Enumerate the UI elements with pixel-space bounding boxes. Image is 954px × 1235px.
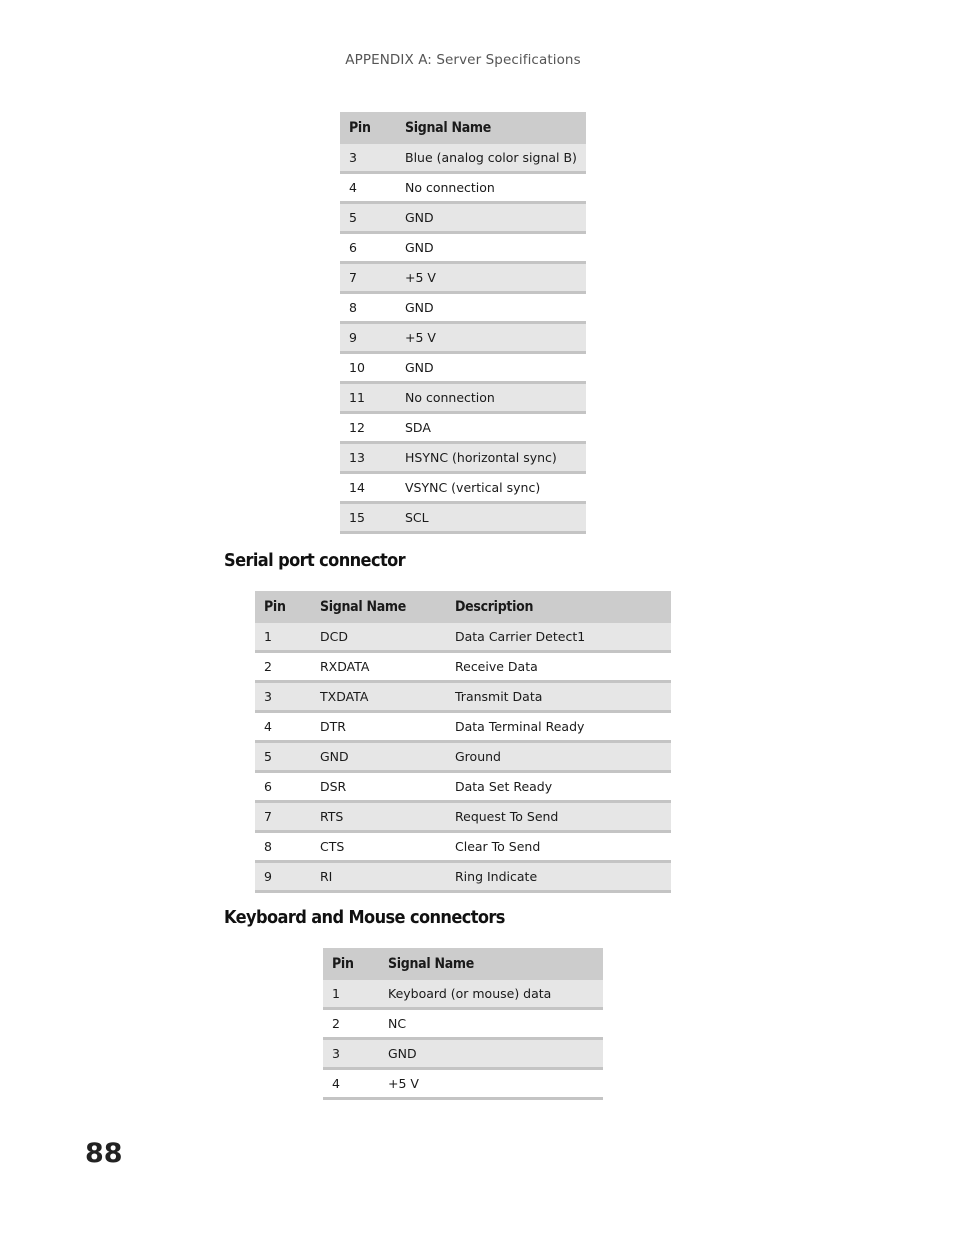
column-header: Pin [255,591,311,623]
table-cell: 13 [340,443,396,473]
table-cell: 12 [340,413,396,443]
column-header: Signal Name [379,948,603,980]
table-row [255,832,671,862]
table-cell: 9 [255,862,311,892]
table-row [340,203,586,233]
table-row [340,353,586,383]
table-cell: 9 [340,323,396,353]
table-row [323,1009,603,1039]
table-row [255,802,671,832]
table-cell: SCL [396,503,586,533]
table-row [340,233,586,263]
table-row [255,862,671,892]
table-cell: Ring Indicate [446,862,671,892]
table-cell: DTR [311,712,446,742]
table-cell: 5 [340,203,396,233]
table-row [340,443,586,473]
table-cell: 4 [323,1069,379,1099]
table-row [255,623,671,652]
column-header: Pin [340,112,396,144]
table-row [340,473,586,503]
table-row [255,772,671,802]
column-header: Signal Name [311,591,446,623]
table-cell: 8 [255,832,311,862]
serial-port-heading: Serial port connector [224,550,406,571]
table-header-row [340,112,586,144]
table-cell: VSYNC (vertical sync) [396,473,586,503]
column-header: Signal Name [396,112,586,144]
table-cell: Receive Data [446,652,671,682]
table-cell: Data Set Ready [446,772,671,802]
table-row [340,144,586,173]
table-cell: GND [396,233,586,263]
table-cell: 1 [255,623,311,652]
table-row [340,263,586,293]
table-cell: 1 [323,980,379,1009]
serial-pinout-table [255,591,671,893]
table-cell: +5 V [379,1069,603,1099]
table-cell: 2 [255,652,311,682]
table-cell: Request To Send [446,802,671,832]
table-cell: 6 [340,233,396,263]
keyboard-mouse-heading: Keyboard and Mouse connectors [224,907,505,928]
table-cell: Clear To Send [446,832,671,862]
keyboard-mouse-pinout-table [323,948,603,1100]
column-header: Pin [323,948,379,980]
table-cell: 3 [255,682,311,712]
table-cell: HSYNC (horizontal sync) [396,443,586,473]
table-row [340,323,586,353]
table-header-row [255,591,671,623]
table-cell: Data Carrier Detect1 [446,623,671,652]
table-cell: RTS [311,802,446,832]
table-row [255,742,671,772]
table-row [255,652,671,682]
table-cell: SDA [396,413,586,443]
table-cell: 11 [340,383,396,413]
table-cell: GND [396,293,586,323]
table-cell: 15 [340,503,396,533]
table-row [255,682,671,712]
table-row [323,1069,603,1099]
table-row [340,503,586,533]
table-cell: NC [379,1009,603,1039]
table-cell: 5 [255,742,311,772]
running-head: APPENDIX A: Server Specifications [345,52,581,68]
table-cell: 7 [255,802,311,832]
table-row [340,173,586,203]
table-row [340,413,586,443]
table-cell: Ground [446,742,671,772]
column-header: Description [446,591,671,623]
table-cell: 7 [340,263,396,293]
table-cell: +5 V [396,263,586,293]
table-cell: 4 [340,173,396,203]
table-cell: CTS [311,832,446,862]
table-cell: GND [311,742,446,772]
table-row [255,712,671,742]
table-cell: RXDATA [311,652,446,682]
video-pinout-table [340,112,586,534]
table-cell: GND [396,353,586,383]
table-cell: 8 [340,293,396,323]
table-row [323,980,603,1009]
table-cell: 4 [255,712,311,742]
table-cell: DSR [311,772,446,802]
table-cell: 10 [340,353,396,383]
table-cell: Blue (analog color signal B) [396,144,586,173]
table-cell: 14 [340,473,396,503]
table-header-row [323,948,603,980]
table-cell: 6 [255,772,311,802]
table-cell: 3 [340,144,396,173]
table-row [340,293,586,323]
table-cell: Data Terminal Ready [446,712,671,742]
table-cell: Transmit Data [446,682,671,712]
table-cell: No connection [396,383,586,413]
table-row [323,1039,603,1069]
table-cell: +5 V [396,323,586,353]
page-number: 88 [85,1138,123,1169]
table-cell: RI [311,862,446,892]
table-cell: TXDATA [311,682,446,712]
table-row [340,383,586,413]
table-cell: DCD [311,623,446,652]
table-cell: GND [396,203,586,233]
table-cell: 2 [323,1009,379,1039]
table-cell: GND [379,1039,603,1069]
table-cell: Keyboard (or mouse) data [379,980,603,1009]
table-cell: 3 [323,1039,379,1069]
table-cell: No connection [396,173,586,203]
